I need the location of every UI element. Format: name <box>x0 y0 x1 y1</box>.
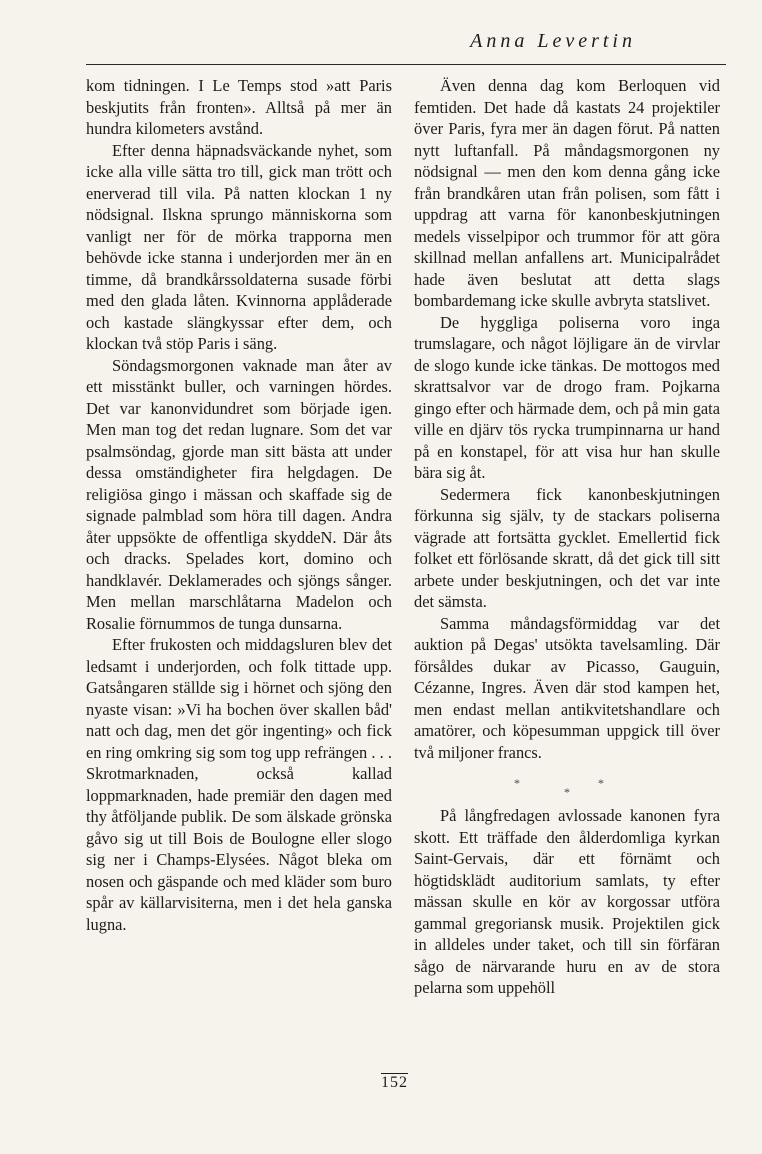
asterisk: * <box>514 776 520 790</box>
paragraph: Söndagsmorgonen vaknade man åter av ett misstänkt buller, och varningen hördes. Det var kanonvidundret som började igen. Men man tog det redan lugnare. Som det var psalmsöndag, gjorde man sitt bästa att under dessa omständigheter fira helgdagen. De religiösa gingo i mässan och skaffade sig de signade palmblad som höra till dagen. Andra åter uppsökte de offentliga skyddeN. Där åts och dracks. Spelades kort, domino och handklavér. Deklamerades och sjöngs sånger. Men mellan marschlåtarna Madelon och Rosalie förnummos de tunga dunsarna. <box>86 355 392 633</box>
asterisk: * <box>598 776 604 790</box>
running-head-title: Anna Levertin <box>470 30 636 52</box>
paragraph: De hyggliga poliserna voro inga trumslagare, och något löjligare än de virvlar de slogo kunde icke tänkas. De mottogos med skrattsalvor var de drogo fram. Pojkarna gingo efter och härmade dem, och på min gata ville en djärv tös rycka trumpinnarna ur hand på en konstapel, för att visa hur han skulle bära sig åt. <box>414 312 720 482</box>
asterisk: * <box>564 785 570 799</box>
header-rule <box>86 64 726 65</box>
paragraph: Efter denna häpnadsväckande nyhet, som icke alla ville sätta tro till, gick man trött och enerverad till vila. På natten klockan 1 ny nödsignal. Ilskna sprungo människorna som vanligt ner för de mörka trapporna men behövde icke stanna i underjorden mer än en timme, då brandkårssoldaterna susade förbi med den glada låten. Kvinnorna applåderade och kastade slängkyssar efter dem, och klockan två stöp Paris i säng. <box>86 140 392 353</box>
section-separator <box>414 763 720 805</box>
paragraph: Även denna dag kom Berloquen vid femtiden. Det hade då kastats 24 projektiler över Paris, fyra mer än dagen förut. På natten nytt luftanfall. På måndagsmorgonen ny nödsignal — men den kom denna gång icke från brandkåren utan från polisen, som fått i uppdrag att varna för kanonbeskjutningen medels visselpipor och trummor för att göra skillnad mellan anfallens art. Municipalrådet hade även beslutat att detta slags bombardemang icke skulle avbryta statslivet. <box>414 76 720 310</box>
paragraph: Samma måndagsförmiddag var det auktion på Degas' utsökta tavelsamling. Där försåldes dukar av Picasso, Gauguin, Cézanne, Ingres. Även där stod kampen het, men endast mellan antikvitetshandlare och amatörer, och köpesumman uppgick till över två miljoner francs. <box>414 613 720 762</box>
paragraph: Efter frukosten och middagsluren blev det ledsamt i underjorden, och folk tittade upp. Gatsångaren ställde sig i hörnet och sjöng den nyaste visan: »Vi ha bochen över skallen båd' natt och dag, men det gör ingenting» och fick en ring omkring sig som tog upp refrängen . . . Skrotmarknaden, också kallad loppmarknaden, hade premiär den dagen med thy åtföljande publik. De som älskade grönska gåvo sig ut till Bois de Boulogne eller slogo sig ner i Champs-Elysées. Något bleka om nosen och gäspande och med kläder som buro spår av källarvisiterna, men i det hela ganska lugna. <box>86 635 392 934</box>
page-number: 152 <box>381 1074 408 1091</box>
paragraph: Sedermera fick kanonbeskjutningen förkunna sig själv, ty de stackars poliserna vägrade att fortsätta gycklet. Emellertid fick folket ett förlösande skratt, då det gick till sitt arbete under beskjutningen, och det var inte det sämsta. <box>414 484 720 611</box>
right-column <box>414 75 720 999</box>
paragraph: På långfredagen avlossade kanonen fyra skott. Ett träffade den ålderdomliga kyrkan Saint-Gervais, där ett förnämt och högtidsklädt auditorium samlats, ty efter mässan skulle en kör av korgossar utföra gammal gregoriansk musik. Projektilen gick in alldeles under taket, och till sin förfäran sågo de närvarande huru en av de stora pelarna som uppehöll <box>414 806 720 997</box>
paragraph: kom tidningen. I Le Temps stod »att Paris beskjutits från fronten». Alltså på mer än hundra kilometers avstånd. <box>86 76 392 138</box>
left-column <box>86 75 392 935</box>
